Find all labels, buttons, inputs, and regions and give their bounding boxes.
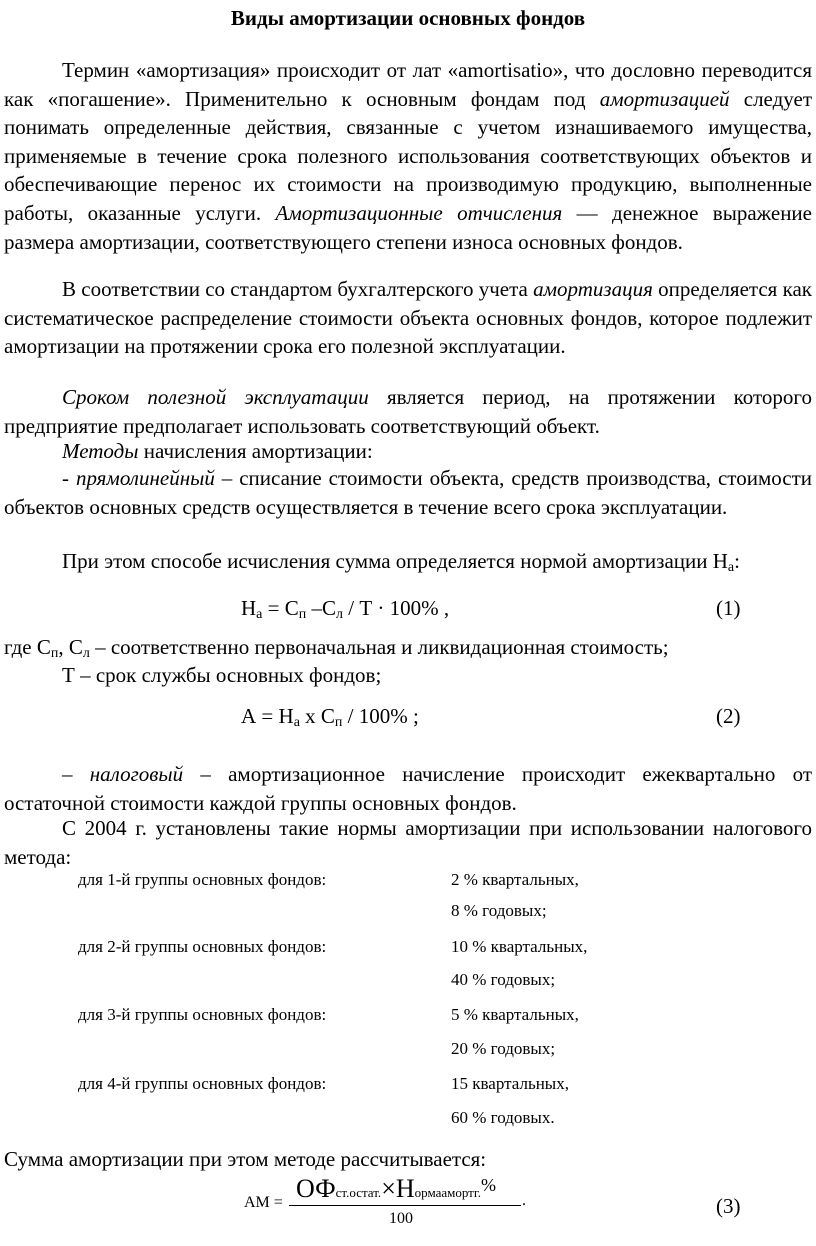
group-1-yearly: 8 % годовых; [451, 901, 547, 920]
paragraph-norm: При этом способе исчисления сумма определяется нормой амортизации $Н_а$: [62, 549, 740, 575]
group-4-label: для 4-й группы основных фондов: [78, 1074, 327, 1093]
paragraph-tax-method: – налоговый – амортизационное начисление происходит ежеквартально от остаточной стоимости каждой группы основных фондов. [4, 762, 812, 815]
formula-3-lhs: АМ = [244, 1194, 283, 1211]
group-2-label: для 2-й группы основных фондов: [78, 937, 327, 956]
formula-3-denominator: 100 [389, 1210, 413, 1227]
formula-3-number: (3) [716, 1194, 741, 1218]
group-1-quarterly: 2 % квартальных, [451, 870, 579, 889]
group-2-yearly: 40 % годовых; [451, 970, 556, 989]
formula-1-number: (1) [716, 596, 741, 620]
paragraph-term-definition: Термин «амортизация» происходит от лат «amortisatio», что дословно переводится как «погашение». Применительно к основным фондам под амортизацией следует понимать определенные действия, связанные с учетом изнашиваемого имущества, применяемые в течение срока полезного использования соответствующих объектов и обеспечивающие перенос их стоимости на производимую продукцию, выполненные работы, оказанные услуги. Амортизационные отчисления — денежное выражение размера амортизации, соответствующего степени износа основных фондов. [4, 58, 812, 254]
group-3-yearly: 20 % годовых; [451, 1039, 556, 1058]
formula-2-number: (2) [716, 704, 741, 728]
paragraph-methods: Методы начисления амортизации: [62, 439, 373, 463]
formula-3-period: . [522, 1192, 526, 1209]
group-4-quarterly: 15 квартальных, [451, 1074, 569, 1093]
paragraph-useful-life: Сроком полезной эксплуатации является период, на протяжении которого предприятие предполагает использовать соответствующий объект. [4, 385, 813, 438]
group-3-quarterly: 5 % квартальных, [451, 1005, 579, 1024]
paragraph-accounting-standard: В соответствии со стандартом бухгалтерского учета амортизация определяется как систематическое распределение стоимости объекта основных фондов, которое подлежит амортизации на протяжении срока его полезной эксплуатации. [4, 277, 812, 359]
paragraph-norms-2004: С 2004 г. установлены такие нормы амортизации при использовании налогового метода: [4, 816, 812, 869]
group-1-label: для 1-й группы основных фондов: [78, 870, 327, 889]
document-title: Виды амортизации основных фондов [230, 6, 586, 30]
formula-2: $А = Н_а$ х $С_п / 100\%$ ; [241, 704, 419, 730]
formula-3-numerator: ОФст.остат.×Нормаамортг.% [296, 1174, 496, 1203]
paragraph-straight-line: - прямолинейный – списание стоимости объекта, средств производства, стоимости объектов основных средств осуществляется в течение всего срока эксплуатации. [4, 466, 812, 519]
group-4-yearly: 60 % годовых. [451, 1108, 555, 1127]
paragraph-sum-calc: Сумма амортизации при этом методе рассчитывается: [4, 1147, 487, 1171]
formula-1: $Н_а = С_п$ $-С_л / Т \cdot 100\%$ , [241, 596, 450, 622]
group-3-label: для 3-й группы основных фондов: [78, 1005, 327, 1024]
formula-3-fraction-bar [289, 1205, 521, 1206]
where-line: где $С_п$, $С_л$ – соответственно первоначальная и ликвидационная стоимость; [4, 635, 669, 661]
t-definition-line: Т – срок службы основных фондов; [62, 663, 382, 687]
group-2-quarterly: 10 % квартальных, [451, 937, 588, 956]
